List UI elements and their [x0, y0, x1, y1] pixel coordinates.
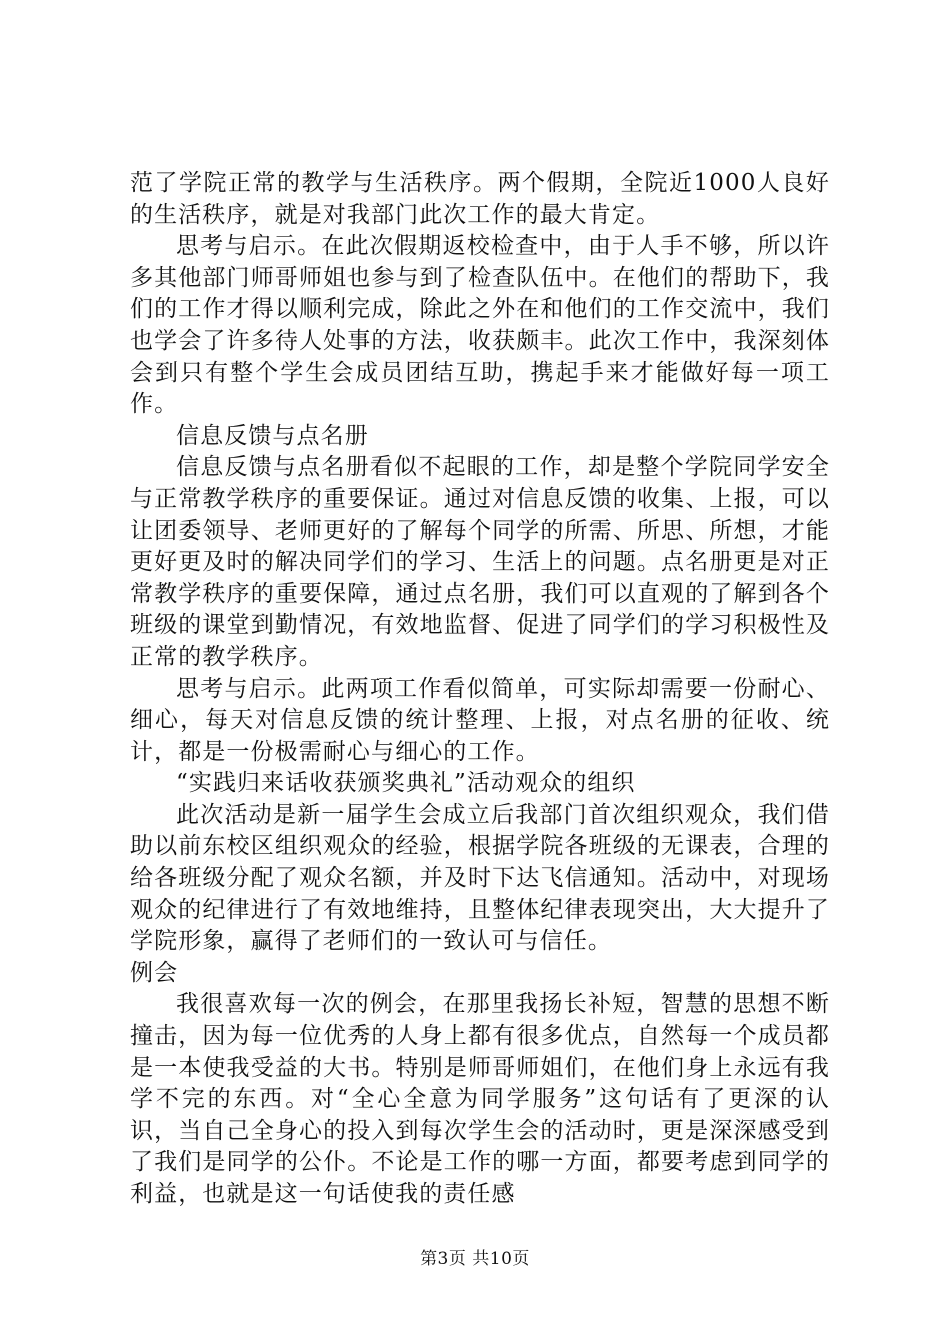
- paragraph-3: 信息反馈与点名册看似不起眼的工作，却是整个学院同学安全与正常教学秩序的重要保证。通过对信息反馈的收集、上报，可以让团委领导、老师更好的了解每个同学的所需、所思、所想，才能更好更及时的解决同学们的学习、生活上的问题。点名册更是对正常教学秩序的重要保障，通过点名册，我们可以直观的了解到各个班级的课堂到勤情况，有效地监督、促进了同学们的学习积极性及正常的教学秩序。: [130, 454, 830, 670]
- section-heading-info-feedback: 信息反馈与点名册: [176, 422, 369, 449]
- page-footer: 第3页 共10页: [420, 1249, 530, 1269]
- paragraph-4: 思考与启示。此两项工作看似简单，可实际却需要一份耐心、细心，每天对信息反馈的统计整理、上报，对点名册的征收、统计，都是一份极需耐心与细心的工作。: [130, 675, 830, 765]
- section-heading-audience-organization: “实践归来话收获颁奖典礼”活动观众的组织: [176, 770, 636, 797]
- paragraph-1: 范了学院正常的教学与生活秩序。两个假期，全院近1000人良好的生活秩序，就是对我部门此次工作的最大肯定。: [130, 170, 830, 228]
- paragraph-2: 思考与启示。在此次假期返校检查中，由于人手不够，所以许多其他部门师哥师姐也参与到了检查队伍中。在他们的帮助下，我们的工作才得以顺利完成，除此之外在和他们的工作交流中，我们也学会了许多待人处事的方法，收获颇丰。此次工作中，我深刻体会到只有整个学生会成员团结互助，携起手来才能做好每一项工作。: [130, 233, 830, 418]
- paragraph-5: 此次活动是新一届学生会成立后我部门首次组织观众，我们借助以前东校区组织观众的经验，根据学院各班级的无课表，合理的给各班级分配了观众名额，并及时下达飞信通知。活动中，对现场观众的纪律进行了有效地维持，且整体纪律表现突出，大大提升了学院形象，赢得了老师们的一致认可与信任。: [130, 801, 830, 955]
- document-body: [130, 168, 830, 1211]
- section-heading-regular-meeting: 例会: [130, 959, 179, 986]
- paragraph-6: 我很喜欢每一次的例会，在那里我扬长补短，智慧的思想不断撞击，因为每一位优秀的人身上都有很多优点，自然每一个成员都是一本使我受益的大书。特别是师哥师姐们，在他们身上永远有我学不完的东西。对“全心全意为同学服务”这句话有了更深的认识，当自己全身心的投入到每次学生会的活动时，更是深深感受到了我们是同学的公仆。不论是工作的哪一方面，都要考虑到同学的利益，也就是这一句话使我的责任感: [130, 991, 830, 1207]
